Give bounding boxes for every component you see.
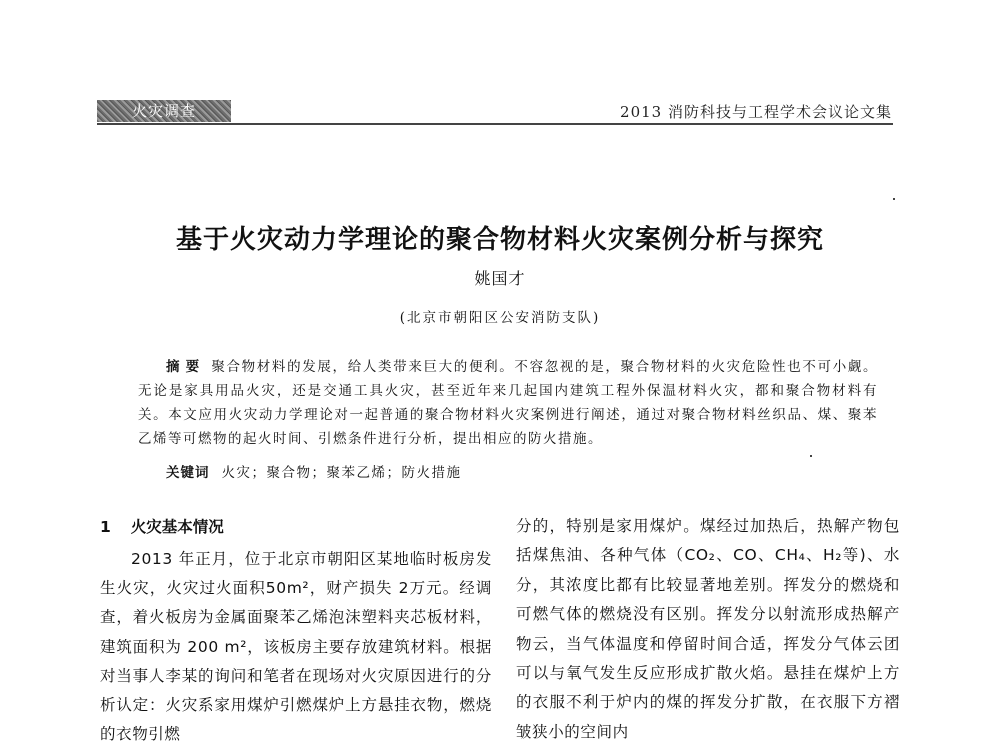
section-title: 火灾基本情况 xyxy=(130,518,224,536)
scan-speck xyxy=(810,455,812,457)
scan-speck xyxy=(893,198,895,200)
section-number: 1 xyxy=(100,518,111,536)
body-paragraph-left: 2013 年正月，位于北京市朝阳区某地临时板房发生火灾，火灾过火面积50m²，财产损失 2万元。经调查，着火板房为金属面聚苯乙烯泡沫塑料夹芯板材料，建筑面积为 200 m²，该板房主要存放建筑材料。根据对当事人李某的询问和笔者在现场对火灾原因进行的分析认定：火灾系家用煤炉引燃煤炉上方悬挂衣物，燃烧的衣物引燃 xyxy=(100,550,492,744)
section-heading xyxy=(100,515,492,545)
left-column xyxy=(100,515,492,749)
abstract xyxy=(138,355,878,451)
keywords-label: 关键词 xyxy=(166,465,210,481)
author-name: 姚国才 xyxy=(474,269,526,288)
section-tag: 火灾调查 xyxy=(97,100,231,122)
paper-title: 基于火灾动力学理论的聚合物材料火灾案例分析与探究 xyxy=(175,225,824,256)
journal-title: 2013 消防科技与工程学术会议论文集 xyxy=(620,103,892,121)
keywords-text: 火灾；聚合物；聚苯乙烯；防火措施 xyxy=(221,465,462,481)
abstract-label: 摘要 xyxy=(166,359,206,375)
author-affiliation: (北京市朝阳区公安消防支队) xyxy=(399,310,601,326)
header-rule xyxy=(97,123,893,125)
keywords xyxy=(166,461,866,481)
abstract-text: 聚合物材料的发展，给人类带来巨大的便利。不容忽视的是，聚合物材料的火灾危险性也不可小觑。无论是家具用品火灾，还是交通工具火灾，甚至近年来几起国内建筑工程外保温材料火灾，都和聚合物材料有关。本文应用火灾动力学理论对一起普通的聚合物材料火灾案例进行阐述，通过对聚合物材料丝织品、煤、聚苯乙烯等可燃物的起火时间、引燃条件进行分析，提出相应的防火措施。 xyxy=(138,359,879,447)
right-column xyxy=(516,515,900,747)
body-paragraph-right: 分的，特别是家用煤炉。煤经过加热后，热解产物包括煤焦油、各种气体（CO₂、CO、CH₄、H₂等)、水分，其浓度比都有比较显著地差别。挥发分的燃烧和可燃气体的燃烧没有区别。挥发分以射流形成热解产物云，当气体温度和停留时间合适，挥发分气体云团可以与氧气发生反应形成扩散火焰。悬挂在煤炉上方的衣服不利于炉内的煤的挥发分扩散，在衣服下方褶皱狭小的空间内 xyxy=(516,517,900,741)
